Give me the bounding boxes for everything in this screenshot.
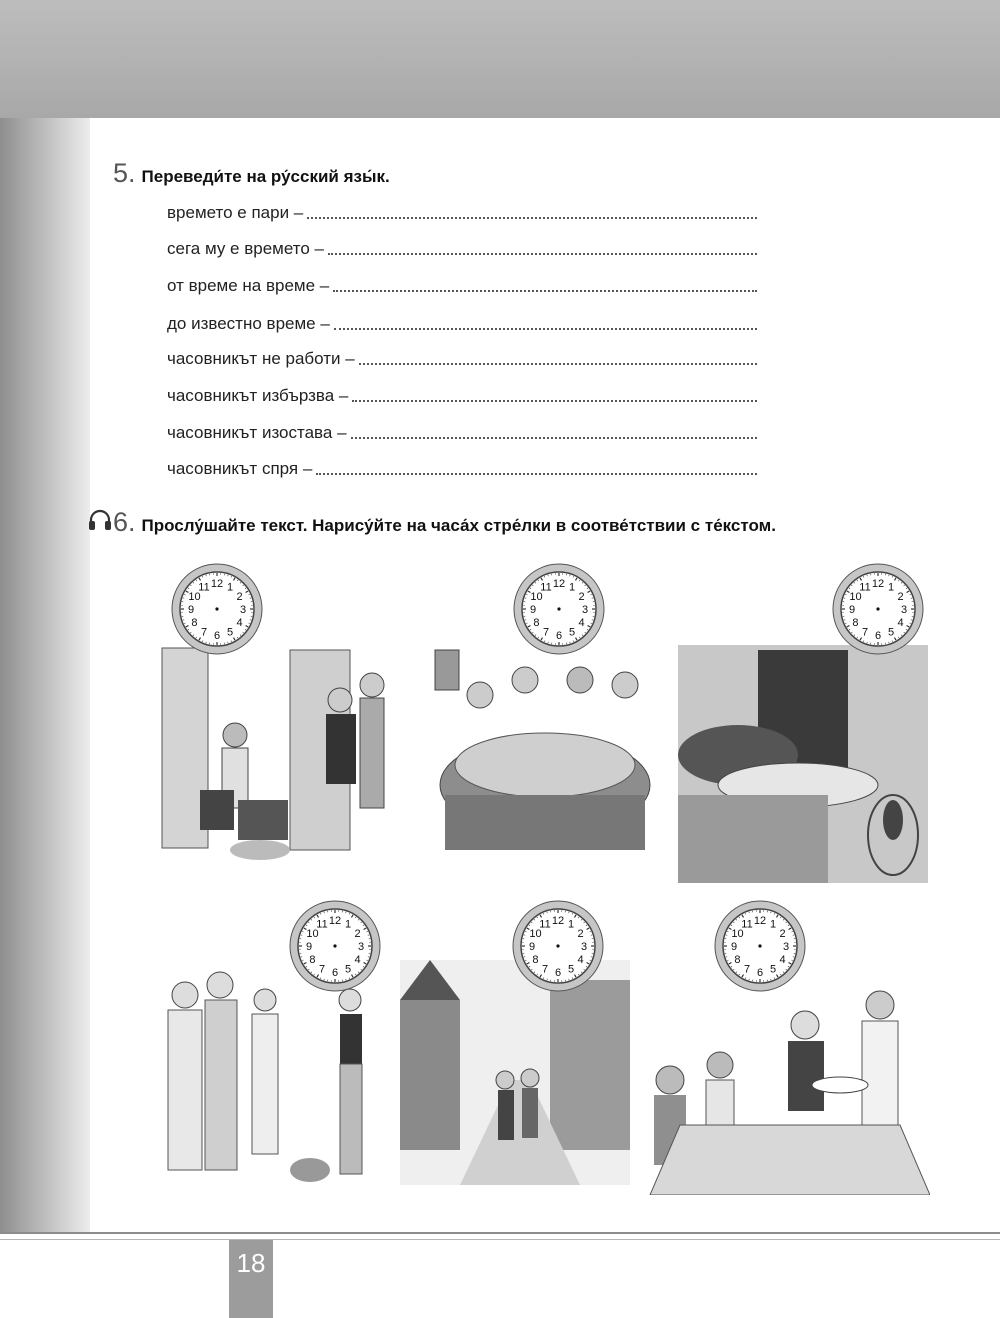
answer-line[interactable] <box>316 473 757 475</box>
clock-numeral: 5 <box>887 626 895 639</box>
clock-numeral: 1 <box>769 918 777 931</box>
answer-line[interactable] <box>351 437 757 439</box>
exercise-5-instruction: Переведи́те на ру́сский язы́к. <box>141 167 390 186</box>
clock-numeral: 2 <box>897 591 904 603</box>
phrase-text: времето е пари – <box>167 203 304 222</box>
headphones-icon <box>87 509 113 531</box>
clock-numeral: 3 <box>357 941 365 953</box>
clock-numeral: 3 <box>782 941 790 953</box>
clock-numeral: 10 <box>731 928 744 940</box>
clock-numeral: 9 <box>528 941 536 953</box>
answer-line[interactable] <box>328 253 757 255</box>
phrase-text: часовникът не работи – <box>167 349 355 368</box>
clock-numeral: 6 <box>331 967 339 979</box>
clock-numeral: 3 <box>900 604 908 616</box>
clock-numeral: 4 <box>578 617 585 629</box>
clock-numeral: 1 <box>568 581 576 594</box>
phrase-text: часовникът избързва – <box>167 386 349 405</box>
phrase-row[interactable] <box>167 201 757 223</box>
answer-line[interactable] <box>352 400 757 402</box>
clock-numeral: 8 <box>533 617 540 629</box>
clock-numeral: 5 <box>344 963 352 976</box>
clock-numeral: 6 <box>555 630 563 642</box>
clock-numeral: 10 <box>306 928 319 940</box>
clock-numeral: 9 <box>730 941 738 953</box>
phrase-row[interactable] <box>167 384 757 406</box>
clock-numeral: 12 <box>871 578 885 590</box>
clock-numeral: 4 <box>779 954 786 966</box>
scene-dinner-illustration <box>425 635 665 880</box>
clock-numeral: 3 <box>580 941 588 953</box>
clock-numeral: 10 <box>529 928 542 940</box>
phrase-row[interactable] <box>167 421 757 443</box>
clock-numeral: 1 <box>567 918 575 931</box>
clock-numeral: 11 <box>540 581 552 594</box>
clock-numeral: 6 <box>756 967 764 979</box>
page-number: 18 <box>236 1248 266 1278</box>
clock-numeral: 9 <box>848 604 856 616</box>
clock-numeral: 7 <box>861 626 869 639</box>
clock-numeral: 6 <box>554 967 562 979</box>
clock-numeral: 1 <box>344 918 352 931</box>
clock-numeral: 7 <box>200 626 208 639</box>
phrase-row[interactable] <box>167 457 757 479</box>
clock-numeral: 11 <box>316 918 328 931</box>
clock-numeral: 2 <box>578 591 585 603</box>
clock-numeral: 2 <box>577 928 584 940</box>
exercise-6-title <box>113 507 776 538</box>
clock-numeral: 6 <box>213 630 221 642</box>
clock-numeral: 3 <box>239 604 247 616</box>
clock-numeral: 1 <box>887 581 895 594</box>
exercise-5-title <box>113 158 390 189</box>
clock-numeral: 4 <box>354 954 361 966</box>
phrase-text: часовникът изостава – <box>167 423 347 442</box>
phrase-row[interactable] <box>167 274 757 296</box>
clock-numeral: 5 <box>568 626 576 639</box>
header-band <box>0 0 1000 118</box>
scene-restaurant-illustration <box>640 985 930 1195</box>
clock-numeral: 1 <box>226 581 234 594</box>
clock-numeral: 12 <box>753 915 767 927</box>
exercise-6-number: 6. <box>113 507 136 537</box>
clock-numeral: 5 <box>226 626 234 639</box>
clock-numeral: 11 <box>859 581 871 594</box>
exercise-6-instruction: Прослу́шайте текст. Нарису́йте на часа́х стре́лки в соотве́тствии с те́кстом. <box>141 516 776 535</box>
answer-line[interactable] <box>334 328 757 330</box>
phrase-row[interactable] <box>167 347 757 369</box>
clock-numeral: 8 <box>309 954 316 966</box>
scene-family-illustration <box>160 970 385 1200</box>
clock-face[interactable] <box>513 563 605 655</box>
clock-numeral: 2 <box>354 928 361 940</box>
side-band <box>0 118 90 1233</box>
clock-numeral: 2 <box>236 591 243 603</box>
phrase-row[interactable] <box>167 237 757 259</box>
clock-face[interactable] <box>289 900 381 992</box>
clock-numeral: 9 <box>529 604 537 616</box>
clock-face[interactable] <box>714 900 806 992</box>
clock-numeral: 10 <box>530 591 543 603</box>
clock-numeral: 3 <box>581 604 589 616</box>
phrase-text: от време на време – <box>167 276 330 295</box>
phrase-text: до известно време – <box>167 314 330 333</box>
clock-numeral: 10 <box>849 591 862 603</box>
clock-numeral: 10 <box>188 591 201 603</box>
clock-numeral: 9 <box>187 604 195 616</box>
clock-numeral: 6 <box>874 630 882 642</box>
clock-numeral: 7 <box>541 963 549 976</box>
phrase-row[interactable] <box>167 312 757 334</box>
footer-rule <box>0 1232 1000 1240</box>
scene-street-illustration <box>400 960 630 1185</box>
clock-numeral: 12 <box>328 915 342 927</box>
exercise-5-number: 5. <box>113 158 136 188</box>
phrase-text: сега му е времето – <box>167 239 324 258</box>
clock-numeral: 11 <box>198 581 210 594</box>
clock-face[interactable] <box>512 900 604 992</box>
clock-numeral: 7 <box>318 963 326 976</box>
clock-face[interactable] <box>832 563 924 655</box>
page-number-box <box>229 1240 273 1318</box>
clock-numeral: 12 <box>210 578 224 590</box>
clock-numeral: 11 <box>539 918 551 931</box>
scene-arrival-illustration <box>140 640 412 880</box>
clock-numeral: 12 <box>552 578 566 590</box>
clock-face[interactable] <box>171 563 263 655</box>
clock-numeral: 7 <box>542 626 550 639</box>
clock-numeral: 8 <box>191 617 198 629</box>
clock-numeral: 7 <box>743 963 751 976</box>
answer-line[interactable] <box>333 290 757 292</box>
clock-numeral: 12 <box>551 915 565 927</box>
clock-numeral: 8 <box>852 617 859 629</box>
clock-numeral: 5 <box>769 963 777 976</box>
clock-numeral: 8 <box>532 954 539 966</box>
scene-night-illustration <box>678 645 928 883</box>
clock-numeral: 5 <box>567 963 575 976</box>
clock-numeral: 2 <box>779 928 786 940</box>
clock-numeral: 4 <box>577 954 584 966</box>
clock-numeral: 11 <box>741 918 753 931</box>
clock-numeral: 4 <box>236 617 243 629</box>
clock-numeral: 9 <box>305 941 313 953</box>
clock-numeral: 4 <box>897 617 904 629</box>
answer-line[interactable] <box>307 217 757 219</box>
answer-line[interactable] <box>359 363 757 365</box>
clock-numeral: 8 <box>734 954 741 966</box>
phrase-text: часовникът спря – <box>167 459 313 478</box>
